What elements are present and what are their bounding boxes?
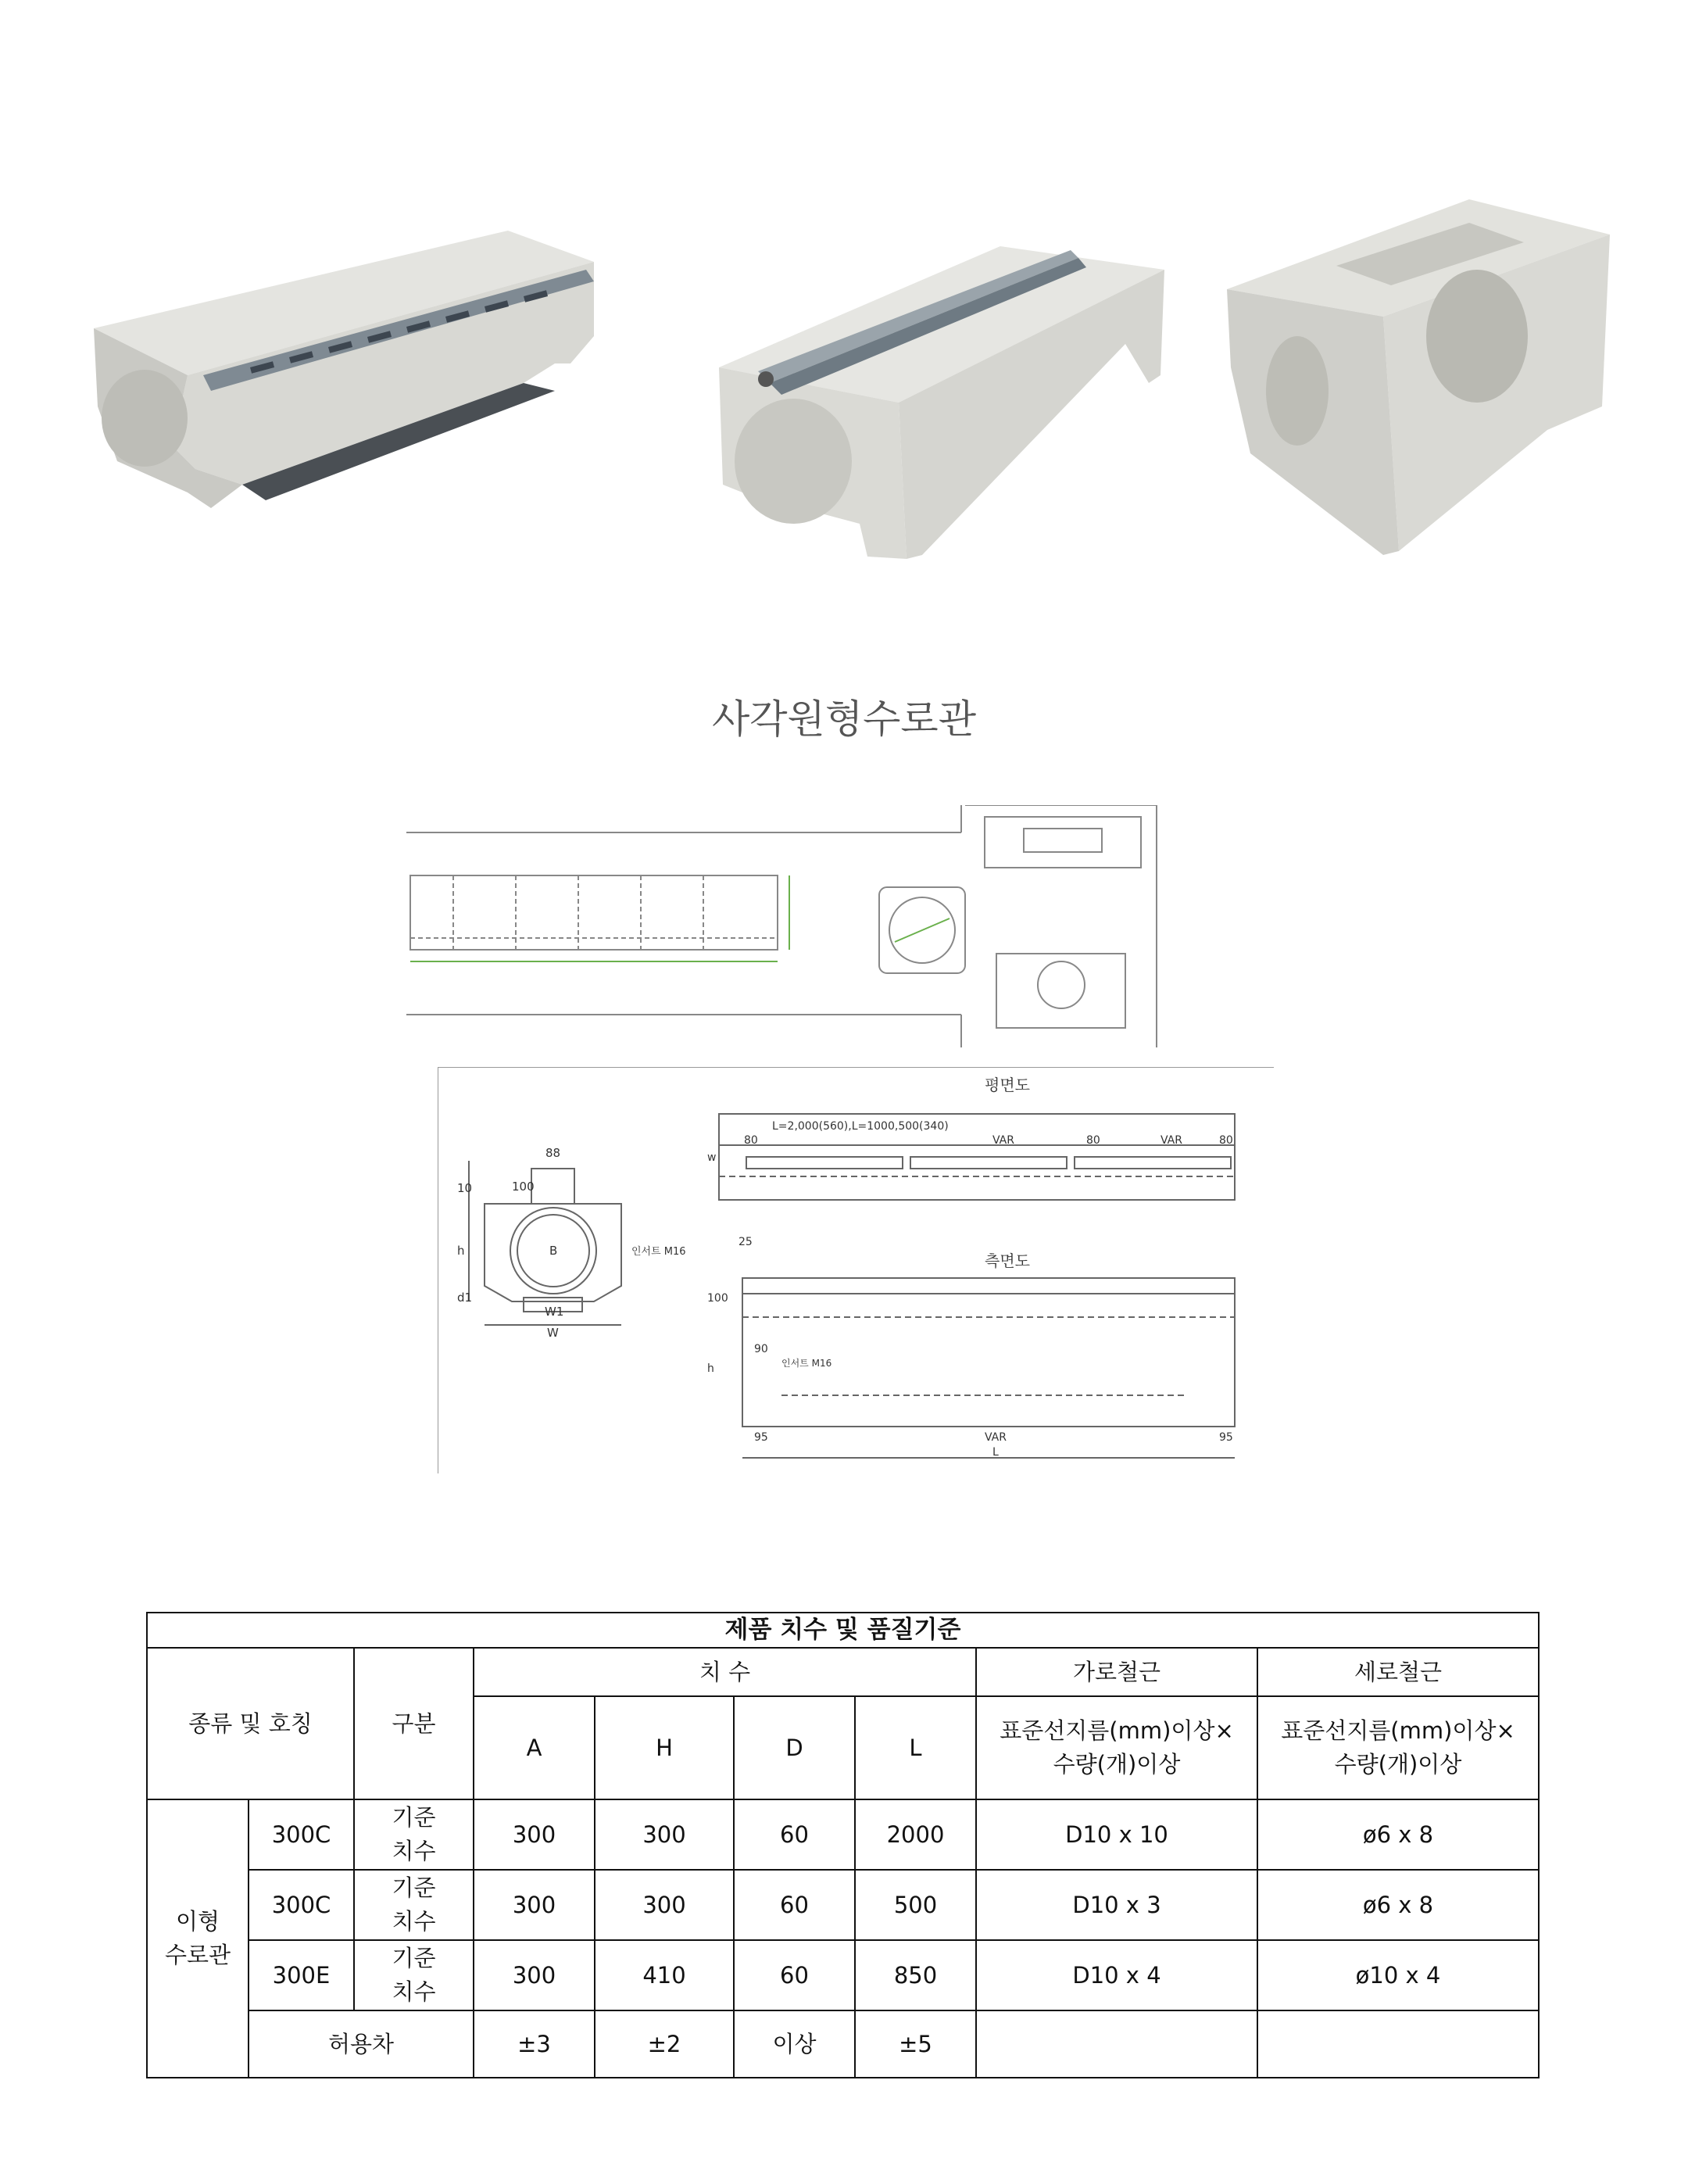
tolerance-label: 허용차 xyxy=(249,2010,474,2078)
dim-d1: d1 xyxy=(457,1291,473,1305)
a-cell: 300 xyxy=(474,1799,595,1870)
side-view-label: 측면도 xyxy=(985,1251,1030,1270)
dim-80-right: 80 xyxy=(1219,1134,1233,1147)
dim-w1: W1 xyxy=(545,1305,564,1319)
product-photo-channel-grate xyxy=(86,227,625,524)
dim-88: 88 xyxy=(545,1146,561,1160)
header-rebar-spec-h: 표준선지름(mm)이상×수량(개)이상 xyxy=(976,1696,1257,1799)
tolerance-vert-empty xyxy=(1257,2010,1539,2078)
table-title: 제품 치수 및 품질기준 xyxy=(147,1613,1539,1648)
dim-w-plan: w xyxy=(707,1151,717,1164)
product-photo-catch-basin xyxy=(1219,195,1625,563)
vert-rebar-cell: ø10 x 4 xyxy=(1257,1940,1539,2010)
horiz-rebar-cell: D10 x 4 xyxy=(976,1940,1257,2010)
header-horizontal-rebar: 가로철근 xyxy=(976,1648,1257,1696)
h-cell: 410 xyxy=(595,1940,734,2010)
dim-h-side: h xyxy=(707,1362,714,1375)
a-cell: 300 xyxy=(474,1940,595,2010)
model-cell: 300C xyxy=(249,1799,354,1870)
tolerance-l: ±5 xyxy=(855,2010,976,2078)
header-rebar-spec-v: 표준선지름(mm)이상×수량(개)이상 xyxy=(1257,1696,1539,1799)
d-cell: 60 xyxy=(734,1870,855,1940)
model-cell: 300E xyxy=(249,1940,354,2010)
horiz-rebar-cell: D10 x 10 xyxy=(976,1799,1257,1870)
horiz-rebar-cell: D10 x 3 xyxy=(976,1870,1257,1940)
l-cell: 850 xyxy=(855,1940,976,2010)
dim-w: W xyxy=(547,1326,559,1340)
d-cell: 60 xyxy=(734,1940,855,2010)
dim-95-left: 95 xyxy=(754,1431,768,1444)
division-cell: 기준 치수 xyxy=(354,1799,474,1870)
d-cell: 60 xyxy=(734,1799,855,1870)
anchor-note: 인서트 M16 xyxy=(631,1246,686,1258)
tolerance-row xyxy=(147,2010,1539,2078)
dim-var-2: VAR xyxy=(1160,1134,1182,1147)
header-l: L xyxy=(855,1696,976,1799)
header-dimension: 치 수 xyxy=(474,1648,976,1696)
header-h: H xyxy=(595,1696,734,1799)
table-row xyxy=(147,1940,1539,2010)
header-vertical-rebar: 세로철근 xyxy=(1257,1648,1539,1696)
plan-note: L=2,000(560),L=1000,500(340) xyxy=(772,1120,949,1133)
tolerance-d: 이상 xyxy=(734,2010,855,2078)
spec-table xyxy=(146,1612,1540,2078)
dim-l: L xyxy=(992,1446,999,1459)
vert-rebar-cell: ø6 x 8 xyxy=(1257,1799,1539,1870)
tolerance-a: ±3 xyxy=(474,2010,595,2078)
a-cell: 300 xyxy=(474,1870,595,1940)
product-photo-slot-channel xyxy=(711,235,1188,563)
dim-var-side: VAR xyxy=(985,1431,1007,1444)
technical-drawing-overview xyxy=(406,805,1164,1047)
plan-view-label: 평면도 xyxy=(985,1076,1030,1094)
dim-h: h xyxy=(457,1244,465,1258)
dim-d10: 10 xyxy=(457,1181,473,1195)
dim-90: 90 xyxy=(754,1343,768,1355)
l-cell: 2000 xyxy=(855,1799,976,1870)
dim-100-side: 100 xyxy=(707,1292,728,1305)
dim-80-left: 80 xyxy=(744,1134,758,1147)
dim-b: B xyxy=(549,1244,558,1258)
header-division: 구분 xyxy=(354,1648,474,1799)
dim-100: 100 xyxy=(512,1180,535,1194)
model-cell: 300C xyxy=(249,1870,354,1940)
technical-drawing-detail xyxy=(438,1067,1282,1473)
group-name: 이형 수로관 xyxy=(147,1799,249,2078)
table-row xyxy=(147,1870,1539,1940)
product-caption: 사각원형수로관 xyxy=(711,696,977,742)
header-d: D xyxy=(734,1696,855,1799)
division-cell: 기준 치수 xyxy=(354,1940,474,2010)
division-cell: 기준 치수 xyxy=(354,1870,474,1940)
table-row xyxy=(147,1799,1539,1870)
tolerance-horiz-empty xyxy=(976,2010,1257,2078)
tolerance-h: ±2 xyxy=(595,2010,734,2078)
anchor-note-side: 인서트 M16 xyxy=(781,1358,832,1369)
header-type: 종류 및 호칭 xyxy=(147,1648,354,1799)
dim-25: 25 xyxy=(738,1236,753,1248)
h-cell: 300 xyxy=(595,1870,734,1940)
dim-95-right: 95 xyxy=(1219,1431,1233,1444)
vert-rebar-cell: ø6 x 8 xyxy=(1257,1870,1539,1940)
l-cell: 500 xyxy=(855,1870,976,1940)
h-cell: 300 xyxy=(595,1799,734,1870)
dim-80-mid: 80 xyxy=(1086,1134,1100,1147)
dim-var-1: VAR xyxy=(992,1134,1014,1147)
header-a: A xyxy=(474,1696,595,1799)
cross-section-view xyxy=(469,1161,621,1325)
